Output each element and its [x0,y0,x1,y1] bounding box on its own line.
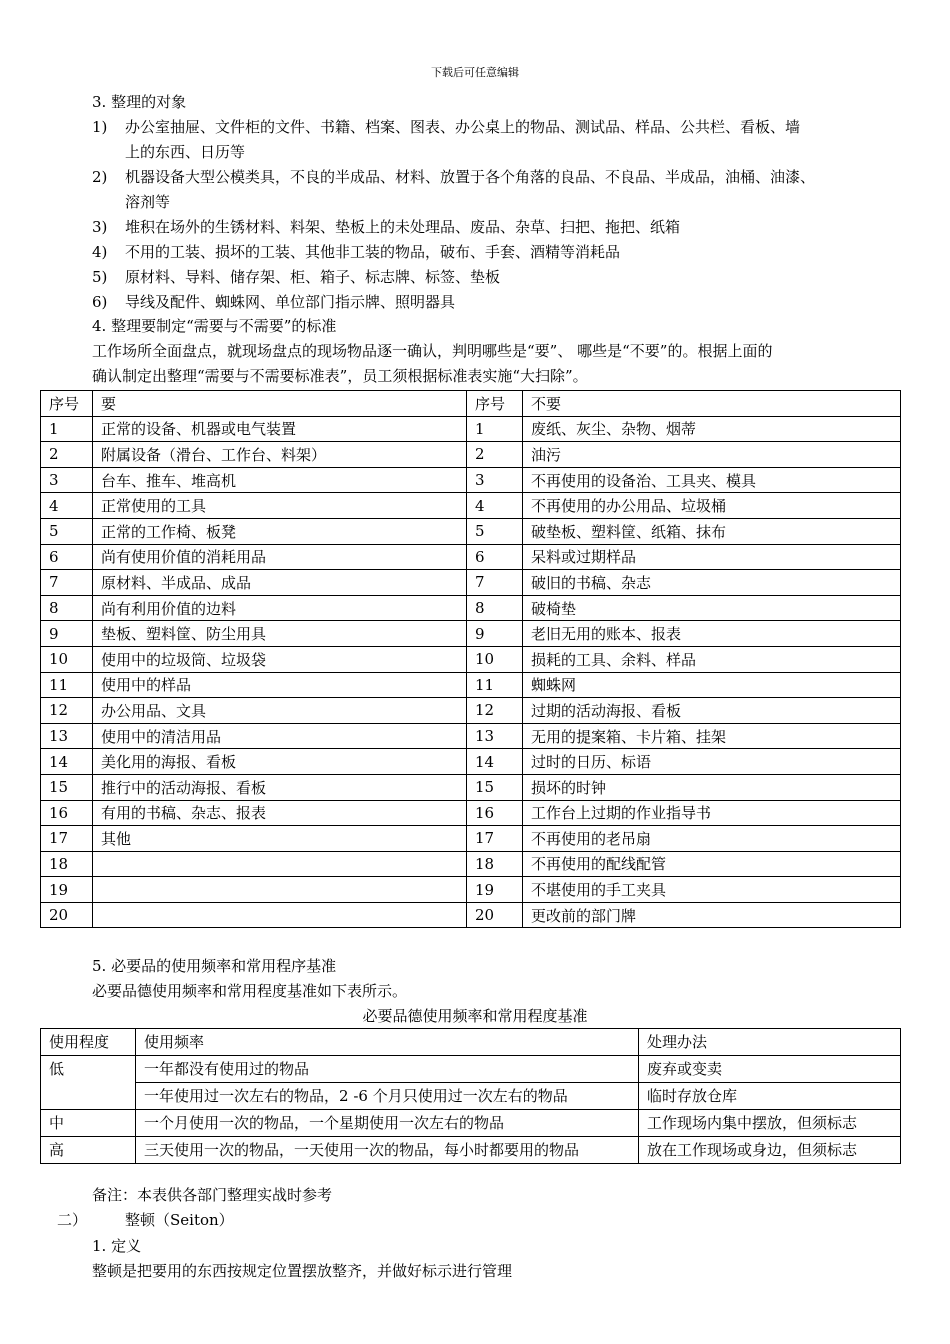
discard-index-cell: 20 [467,902,523,928]
needs-standard-table [40,390,901,928]
keep-index-cell: 3 [41,467,93,493]
table-row [41,416,901,442]
keep-item-cell: 正常的设备、机器或电气装置 [93,416,467,442]
table-row [41,493,901,519]
discard-index-cell: 3 [467,467,523,493]
table-row [41,1110,901,1137]
keep-item-cell: 正常的工作椅、板凳 [93,518,467,544]
table-row [41,749,901,775]
level-cell: 低 [41,1056,136,1110]
discard-index-cell: 7 [467,570,523,596]
header-cell: 要 [93,391,467,417]
discard-item-cell: 不再使用的老吊扇 [523,826,901,852]
keep-item-cell [93,902,467,928]
table-row [41,672,901,698]
note: 备注：本表供各部门整理实战时参考 [92,1186,333,1204]
discard-item-cell: 不再使用的配线配管 [523,851,901,877]
table-2-caption: 必要品德使用频率和常用程度基准 [362,1007,588,1025]
section-4-para-line-1: 工作场所全面盘点，就现场盘点的现场物品逐一确认，判明哪些是“要”、 哪些是“不要”的。根据上面的 [92,342,773,360]
level-cell: 高 [41,1137,136,1164]
table-row [41,518,901,544]
list-item-text: 原材料、导料、储存架、柜、箱子、标志牌、标签、垫板 [125,268,501,286]
keep-item-cell: 美化用的海报、看板 [93,749,467,775]
discard-item-cell: 废纸、灰尘、杂物、烟蒂 [523,416,901,442]
discard-item-cell: 过时的日历、标语 [523,749,901,775]
header-cell: 序号 [41,391,93,417]
discard-index-cell: 16 [467,800,523,826]
list-item-number: 2) [92,168,108,186]
table-row [41,774,901,800]
discard-item-cell: 损耗的工具、余料、样品 [523,646,901,672]
table-row [41,723,901,749]
keep-item-cell: 原材料、半成品、成品 [93,570,467,596]
table-header-row [41,391,901,417]
keep-item-cell: 有用的书稿、杂志、报表 [93,800,467,826]
table-header-row [41,1029,901,1056]
keep-item-cell: 垫板、塑料筐、防尘用具 [93,621,467,647]
table-row [41,570,901,596]
discard-item-cell: 工作台上过期的作业指导书 [523,800,901,826]
frequency-cell: 一个月使用一次的物品，一个星期使用一次左右的物品 [136,1110,639,1137]
keep-index-cell: 4 [41,493,93,519]
keep-index-cell: 20 [41,902,93,928]
level-cell: 中 [41,1110,136,1137]
keep-item-cell: 使用中的样品 [93,672,467,698]
keep-index-cell: 1 [41,416,93,442]
discard-index-cell: 6 [467,544,523,570]
method-cell: 临时存放仓库 [639,1083,901,1110]
discard-item-cell: 老旧无用的账本、报表 [523,621,901,647]
keep-item-cell: 正常使用的工具 [93,493,467,519]
list-item-number: 6) [92,293,108,311]
keep-item-cell: 使用中的清洁用品 [93,723,467,749]
header-cell: 使用频率 [136,1029,639,1056]
keep-index-cell: 15 [41,774,93,800]
keep-index-cell: 13 [41,723,93,749]
discard-item-cell: 呆料或过期样品 [523,544,901,570]
section-4-para-line-2: 确认制定出整理“需要与不需要标准表”，员工须根据标准表实施“大扫除”。 [92,367,588,385]
table-row [41,442,901,468]
keep-index-cell: 18 [41,851,93,877]
keep-item-cell [93,877,467,903]
list-item-number: 4) [92,243,108,261]
table-row [41,877,901,903]
discard-item-cell: 破垫板、塑料筐、纸箱、抹布 [523,518,901,544]
keep-index-cell: 2 [41,442,93,468]
frequency-cell: 一年都没有使用过的物品 [136,1056,639,1083]
seiton-heading-number: 二） [57,1211,88,1229]
keep-item-cell: 台车、推车、堆高机 [93,467,467,493]
discard-index-cell: 12 [467,698,523,724]
keep-index-cell: 12 [41,698,93,724]
list-item-text: 不用的工装、损坏的工装、其他非工装的物品，破布、手套、酒精等消耗品 [125,243,621,261]
section-5-para: 必要品德使用频率和常用程度基准如下表所示。 [92,982,408,1000]
keep-index-cell: 16 [41,800,93,826]
table-row [41,1056,901,1083]
discard-item-cell: 破椅垫 [523,595,901,621]
table-row [41,851,901,877]
table-row [41,1083,901,1110]
discard-index-cell: 14 [467,749,523,775]
keep-item-cell: 尚有利用价值的边料 [93,595,467,621]
keep-item-cell: 附属设备（滑台、工作台、料架） [93,442,467,468]
keep-index-cell: 17 [41,826,93,852]
seiton-definition-title: 1. 定义 [92,1237,142,1255]
table-row [41,544,901,570]
keep-index-cell: 8 [41,595,93,621]
discard-item-cell: 更改前的部门牌 [523,902,901,928]
list-item-number: 1) [92,118,108,136]
seiton-heading: 整顿（Seiton） [125,1211,234,1229]
table-row [41,826,901,852]
table-row [41,646,901,672]
keep-index-cell: 19 [41,877,93,903]
header-cell: 不要 [523,391,901,417]
keep-item-cell [93,851,467,877]
table-row [41,1137,901,1164]
discard-index-cell: 9 [467,621,523,647]
discard-index-cell: 11 [467,672,523,698]
keep-item-cell: 推行中的活动海报、看板 [93,774,467,800]
discard-item-cell: 油污 [523,442,901,468]
discard-item-cell: 无用的提案箱、卡片箱、挂架 [523,723,901,749]
keep-index-cell: 9 [41,621,93,647]
discard-index-cell: 8 [467,595,523,621]
keep-index-cell: 7 [41,570,93,596]
discard-index-cell: 5 [467,518,523,544]
table-row [41,902,901,928]
keep-index-cell: 10 [41,646,93,672]
frequency-cell: 三天使用一次的物品，一天使用一次的物品，每小时都要用的物品 [136,1137,639,1164]
discard-index-cell: 15 [467,774,523,800]
discard-item-cell: 损坏的时钟 [523,774,901,800]
discard-item-cell: 不再使用的办公用品、垃圾桶 [523,493,901,519]
table-row [41,467,901,493]
keep-index-cell: 11 [41,672,93,698]
section-5-title: 5. 必要品的使用频率和常用程序基准 [92,957,337,975]
header-cell: 使用程度 [41,1029,136,1056]
list-item-text: 堆积在场外的生锈材料、料架、垫板上的未处理品、废品、杂草、扫把、拖把、纸箱 [125,218,681,236]
page-header: 下载后可任意编辑 [431,66,519,79]
table-row [41,595,901,621]
keep-item-cell: 其他 [93,826,467,852]
seiton-definition-text: 整顿是把要用的东西按规定位置摆放整齐，并做好标示进行管理 [92,1262,513,1280]
table-row [41,621,901,647]
method-cell: 废弃或变卖 [639,1056,901,1083]
section-3-title: 3. 整理的对象 [92,93,187,111]
keep-index-cell: 14 [41,749,93,775]
frequency-cell: 一年使用过一次左右的物品，2 -6 个月只使用过一次左右的物品 [136,1083,639,1110]
discard-index-cell: 2 [467,442,523,468]
discard-index-cell: 17 [467,826,523,852]
keep-item-cell: 使用中的垃圾筒、垃圾袋 [93,646,467,672]
discard-index-cell: 18 [467,851,523,877]
discard-index-cell: 1 [467,416,523,442]
discard-index-cell: 19 [467,877,523,903]
list-item-number: 5) [92,268,108,286]
section-4-title: 4. 整理要制定“需要与不需要”的标准 [92,317,337,335]
list-item-text: 导线及配件、蜘蛛网、单位部门指示牌、照明器具 [125,293,456,311]
table-row [41,800,901,826]
list-item-number: 3) [92,218,108,236]
table-row [41,698,901,724]
discard-item-cell: 过期的活动海报、看板 [523,698,901,724]
method-cell: 工作现场内集中摆放，但须标志 [639,1110,901,1137]
discard-index-cell: 10 [467,646,523,672]
header-cell: 处理办法 [639,1029,901,1056]
keep-index-cell: 6 [41,544,93,570]
list-item-text: 机器设备大型公模类具，不良的半成品、材料、放置于各个角落的良品、不良品、半成品，油桶、油漆、 [125,168,816,186]
discard-index-cell: 4 [467,493,523,519]
method-cell: 放在工作现场或身边，但须标志 [639,1137,901,1164]
keep-item-cell: 尚有使用价值的消耗用品 [93,544,467,570]
discard-item-cell: 不再使用的设备治、工具夹、模具 [523,467,901,493]
header-cell: 序号 [467,391,523,417]
discard-item-cell: 不堪使用的手工夹具 [523,877,901,903]
list-item-text: 溶剂等 [125,193,171,211]
keep-index-cell: 5 [41,518,93,544]
keep-item-cell: 办公用品、文具 [93,698,467,724]
list-item-text: 上的东西、日历等 [125,143,246,161]
discard-index-cell: 13 [467,723,523,749]
discard-item-cell: 蜘蛛网 [523,672,901,698]
usage-frequency-table [40,1028,901,1164]
list-item-text: 办公室抽屉、文件柜的文件、书籍、档案、图表、办公桌上的物品、测试品、样品、公共栏、看板、墙 [125,118,801,136]
discard-item-cell: 破旧的书稿、杂志 [523,570,901,596]
